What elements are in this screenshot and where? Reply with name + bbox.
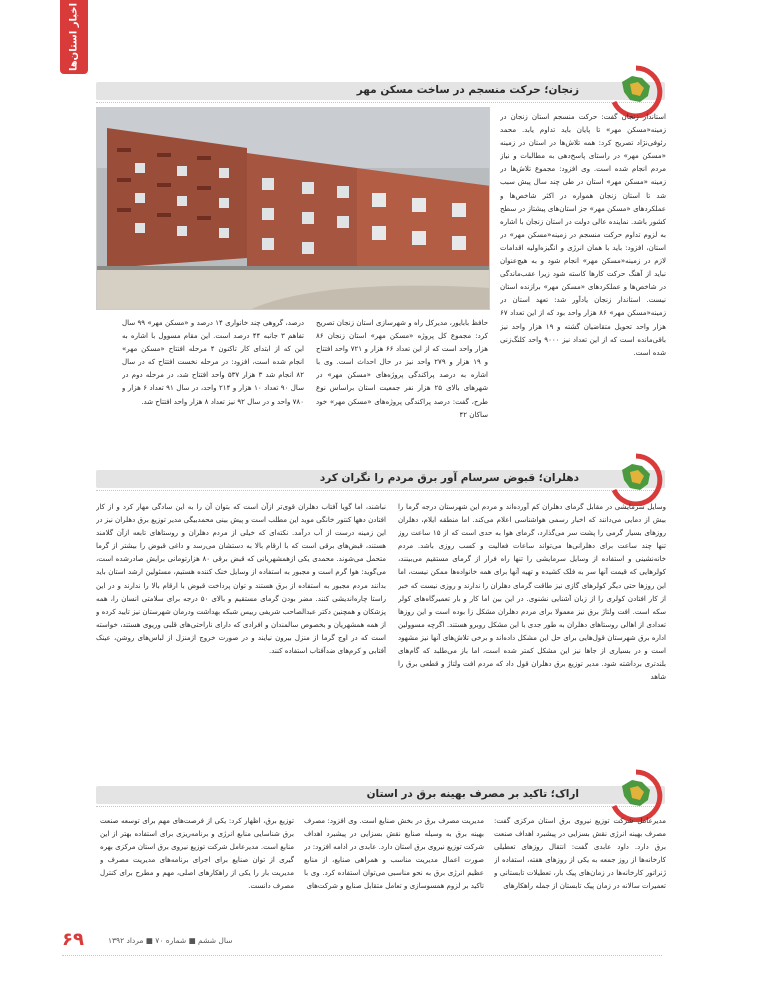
arak-column-1: مدیرعامل شرکت توزیع نیروی برق استان مرکزی گفت: مصرف بهینه انرژی نقش بسزایی در پیشبرد اهداف صنعت برق دارد. داود عابدی گفت: انتقال روزهای تعطیلی کارخانه‌ها از روز جمعه به یکی از روزهای هفته، استفاده از ژنراتور کارخانه‌ها در زمان‌های پیک بار، تعطیلات تابستانی و تعمیرات سالانه در زمان پیک تابستان از جمله راهکارهای xyxy=(494,816,666,891)
arak-column-2: مدیریت مصرف برق در بخش صنایع است. وی افزود: مصرف بهینه برق به وسیله صنایع نقش بسزایی در پیشبرد اهداف شرکت توزیع نیروی برق استان دارد. عابدی در ادامه افزود: در صورت اعمال مدیریت مناسب و همراهی صنایع، از منابع عظیم انرژی برق به نحو مناسبی می‌توان استفاده کرد. وی با تاکید بر لزوم همسوسازی و تعامل متقابل صنایع و شرکت‌های xyxy=(304,816,484,891)
divider xyxy=(96,490,656,491)
zanjan-column-2: حافظ بابایور، مدیرکل راه و شهرسازی استان زنجان تصریح کرد: مجموع کل پروژه «مسکن مهر» استان زنجان ۸۶ هزار واحد است که از این تعداد ۶۶ هزار و ۷۲۱ واحد افتتاح و ۱۹ هزار و ۲۷۹ واحد نیز در حال احداث است. وی با اشاره به درصد پراکندگی پروژه‌های «مسکن مهر» در شهرهای بالای ۲۵ هزار نفر جمعیت استان براساس نوع طرح، گفت: درصد پراکندگی پروژه‌های «مسکن مهر» خود ساکان ۴۲ xyxy=(316,318,488,419)
section-header-dehloran xyxy=(96,470,665,488)
section-header-zanjan xyxy=(96,82,665,100)
building-photo xyxy=(96,107,490,310)
zanjan-column-1: استاندار زنجان گفت: حرکت منسجم استان زنجان در زمینه«مسکن مهر» تا پایان باید تداوم یابد. محمد رئوفی‌نژاد تصریح کرد: همه تلاش‌ها در استان در زمینه «مسکن مهر» در راستای پاسخ‌دهی به مطالبات و نیاز مردم انجام شده است. وی افزود: مجموع تلاش‌ها در زمینه «مسکن مهر» استان در طی چند سال پیش سبب شد تا استان زنجان همواره در اکثر شاخص‌ها و عملکردهای «مسکن مهر» جز استان‌های پیشتاز در سطح کشور باشد. نماینده عالی دولت در استان زنجان با اشاره به لزوم تداوم حرکت منسجم در زمینه«مسکن مهر» در استان، افزود: باید با همان انرژی و انگیزه‌اولیه اقدامات لازم در زمینه«مسکن مهر» انجام شود و به هیچ‌عنوان نباید از آهنگ حرکت کارها کاسته شود زیرا عقب‌ماندگی در شاخص‌ها و عملکردهای «مسکن مهر» برازنده استان نیست. استاندار زنجان یادآور شد: تعهد استان در زمینه«مسکن مهر» ۸۶ هزار واحد بود که از این تعداد ۶۷ هزار واحد تحویل متقاضیان گشته و ۱۹ هزار واحد نیز باقی‌مانده است که از این تعداد نیز ۹۰۰۰ واحد کلنگ‌زنی شده است. xyxy=(500,112,666,357)
section-title-dehloran: دهلران؛ قبوض سرسام آور برق مردم را نگران کرد xyxy=(319,472,579,484)
section-title-zanjan: زنجان؛ حرکت منسجم در ساخت مسکن مهر xyxy=(356,84,579,96)
section-tab xyxy=(60,0,88,74)
section-title-arak: اراک؛ تاکید بر مصرف بهینه برق در استان xyxy=(366,788,579,800)
issue-info: سال ششم ■ شماره ۷۰ ■ مرداد ۱۳۹۲ xyxy=(108,936,233,945)
zanjan-column-3: درصد، گروهی چند خانواری ۱۴ درصد و «مسکن مهر» ۹۹ سال تفاهم ۳ جانبه ۴۴ درصد است. این مقام مسوول با اشاره به این که از ابتدای کار تاکنون ۴ مرحله افتتاح «مسکن مهر» انجام شده است، افزود: در مرحله نخست افتتاح که در سال ۸۲ انجام شد ۳ هزار ۵۳۷ واحد افتتاح شد، در مرحله دوم در سال ۹۰ تعداد ۱۰ هزار و ۲۱۴ واحد، در سال ۹۱ تعداد ۶ هزار و ۷۸۰ واحد و در سال ۹۲ نیز تعداد ۸ هزار واحد افتتاح شد. xyxy=(122,318,304,406)
page-number: ۶۹ xyxy=(62,929,84,950)
footer-divider xyxy=(62,955,662,956)
section-header-arak xyxy=(96,786,665,804)
iran-map-emblem xyxy=(606,450,666,506)
section-tab-label: اخبار استان‌ها xyxy=(68,2,80,72)
divider xyxy=(96,102,656,103)
divider xyxy=(96,806,656,807)
arak-column-3: توزیع برق، اظهار کرد: یکی از فرصت‌های مهم برای توسعه صنعت برق شناسایی منابع انرژی و برنامه‌ریزی برای استفاده بهتر از این منابع است. مدیرعامل شرکت توزیع نیروی برق استان مرکزی بهره گیری از توان صنایع برای اجرای برنامه‌های مدیریت مصرف و مدیریت بار را یکی از راهکارهای اصلی، مهم و مطرح برای کنترل مصرف دانست. xyxy=(100,816,294,891)
dehloran-column-2: نباشند، اما گویا آفتاب دهلران قوی‌تر ازآن است که بتوان آن را به این سادگی مهار کرد و از کار افتادن دهها کنتور خانگی موید این مطلب است و پیش بینی محمدبیگی مدیر توزیع برق دهلران نیز در این زمینه درست از آب درآمد. نکته‌ای که خیلی از مردم دهلران و روستاهای تابعه ازآن گلامند هستند، قبض‌های برقی است که با ارقام بالا به دستشان می‌رسد و داغی قبوض را بیشتر از گرما متحمل می‌شوند. محمدی یکی ازهمشهریانی که قبض برقی ۸۰ هزارتومانی برایش صادرشده است، می‌گوید: هوا گرم است و مجبور به استفاده از وسایل خنک کننده هستیم، مسئولین ارشد استان باید بدانند مردم مجبور به استفاده از برق هستند و توان پرداخت قبوض با ارقام بالا را ندارند و در این راستا چاره‌اندیشی کنند. مضر بودن گرمای مستقیم و بالای ۵۰ درجه برای سلامتی انسان را، همه پزشکان و همچنین دکتر عبدالصاحب شریفی رییس شبکه بهداشت ودرمان شهرستان نیز تایید کرده و از همه همشهریان و بخصوص سالمندان و افرادی که دارای ناراحتی‌های قلبی وریوی هستند، خواسته است که در اوج گرما از منزل بیرون نیایند و در صورت خروج ازمنزل از لباس‌های روشن، عینک آفتابی و کرم‌های ضدآفتاب استفاده کنند. xyxy=(96,502,386,656)
dehloran-column-1: وسایل سرمایشی در مقابل گرمای دهلران کم آورده‌اند و مردم این شهرستان درجه گرما را بیش از دمایی می‌دانند که اخبار رسمی هواشناسی اعلام می‌کند. اما منطقه ایلام، دهلران روزهای بسیار گرمی را پشت سر می‌گذارد، گرمای هوا به حدی است که از ۱۵ ساعت روز تنها چند ساعت برای دهلرانی‌ها می‌تواند ساعات فعالیت و کسب روزی باشد. مردم خانه‌نشینی و استفاده از وسایل سرمایشی را تنها راه فرار از گرمای مستقیم می‌بینند، کولرهایی که قیمت آنها سر به فلک کشیده و تهیه آنها برای همه خانواده‌ها ممکن نیست، اما این روزها حتی دیگر کولرهای گازی نیز طاقت گرمای دهلران را ندارند و روزی نیست که خبر از کار افتادن کولری را از زبان آشنایی نشنوی. در این بین اما کار و بار تعمیرگاه‌های کولر سکه است. افت ولتاژ برق نیز معمولا برای مردم دهلران مشکل زا بوده است و این روزها تعدادی از اهالی روستاهای دهلران به طور جدی با این مشکل روبرو هستند. اگرچه مسوولین اداره برق شهرستان قول‌هایی برای حل این مشکل داده‌اند و برخی تلاش‌های آنها نیز مشهود است و در بسیاری از جاها نیز این مشکل کمتر شده است، اما باز می‌طلبد که گام‌های بلندتری برداشته شود. مدیر توزیع برق دهلران قول داد که مردم افت ولتاژ و قطعی برق را شاهد xyxy=(398,502,666,682)
